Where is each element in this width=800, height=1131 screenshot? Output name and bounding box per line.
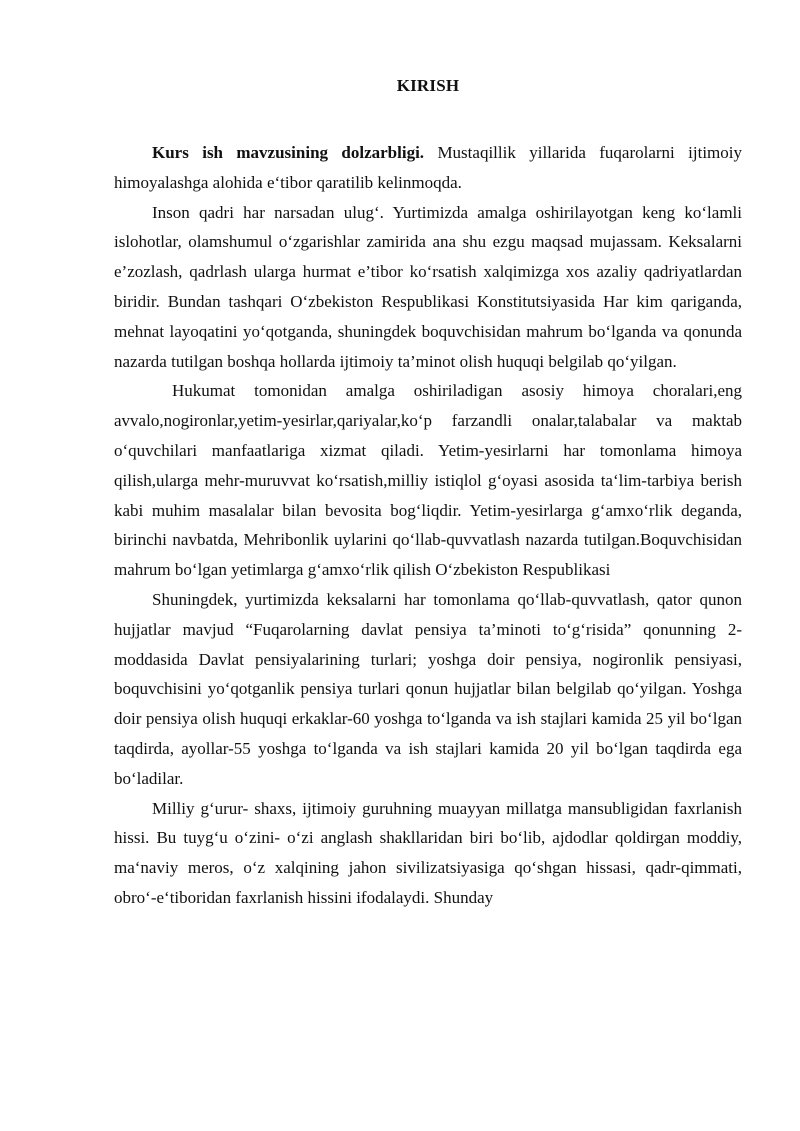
paragraph-lead-heading: Kurs ish mavzusining dolzarbligi. [152, 143, 425, 162]
page-title: KIRISH [396, 76, 460, 95]
paragraph-pension-law: Shuningdek, yurtimizda keksalarni har tomonlama qo‘llab-quvvatlash, qator qunon hujjatlar mavjud “Fuqarolarning davlat pensiya ta’minoti to‘g‘risida” qonunning 2-moddasida Davlat pensiyalarining turlari; yoshga doir pensiya, nogironlik pensiyasi, boquvchisini yo‘qotganlik pensiya turlari qonun hujjatlar bilan belgilab qo‘yilgan. Yoshga doir pensiya olish huquqi erkaklar-60 yoshga to‘lganda va ish stajlari kamida 25 yil bo‘lgan taqdirda, ayollar-55 yoshga to‘lganda va ish stajlari kamida 20 yil bo‘lgan taqdirda ega bo‘ladilar. [114, 589, 742, 788]
paragraph-text: Mustaqillik yillarida fuqarolarni ijtimoiy himoyalashga alohida e‘tibor qaratilib kelinmoqda. [114, 143, 742, 192]
paragraph-human-dignity: Inson qadri har narsadan ulug‘. Yurtimizda amalga oshirilayotgan keng ko‘lamli islohotlar, olamshumul o‘zgarishlar zamirida ana shu ezgu maqsad mujassam. Keksalarni e’zozlash, qadrlash ularga hurmat e’tibor ko‘rsatish xalqimizga xos azaliy qadriyatlardan biridir. Bundan tashqari O‘zbekiston Respublikasi Konstitutsiyasida Har kim qariganda, mehnat layoqatini yo‘qotganda, shuningdek boquvchisidan mahrum bo‘lganda va qonunda nazarda tutilgan boshqa hollarda ijtimoiy ta’minot olish huquqi belgilab qo‘yilgan. [114, 202, 742, 371]
paragraph-government-protection: Hukumat tomonidan amalga oshiriladigan asosiy himoya choralari,eng avvalo,nogironlar,yetim-yesirlar,qariyalar,ko‘p farzandli onalar,talabalar va maktab o‘quvchilari manfaatlariga xizmat qiladi. Yetim-yesirlarni har tomonlama himoya qilish,ularga mehr-muruvvat ko‘rsatish,milliy istiqlol g‘oyasi asosida ta‘lim-tarbiya berish kabi muhim masalalar bilan bevosita bog‘liqdir. Yetim-yesirlarga g‘amxo‘rlik deganda, birinchi navbatda, Mehribonlik uylarini qo‘llab-quvvatlash nazarda tutilgan.Boquvchisidan mahrum bo‘lgan yetimlarga g‘amxo‘rlik qilish O‘zbekiston Respublikasi [114, 381, 742, 580]
paragraph-national-pride: Milliy g‘urur- shaxs, ijtimoiy guruhning muayyan millatga mansubligidan faxrlanish hissi. Bu tuyg‘u o‘zini- o‘zi anglash shakllaridan biri bo‘lib, ajdodlar qoldirgan moddiy, ma‘naviy meros, o‘z xalqining jahon sivilizatsiyasiga qo‘shgan hissasi, qadr-qimmati, obro‘-e‘tiboridan faxrlanish hissini ifodalaydi. Shunday [114, 798, 742, 907]
paragraph-relevance [114, 138, 742, 198]
document-body [114, 138, 742, 913]
